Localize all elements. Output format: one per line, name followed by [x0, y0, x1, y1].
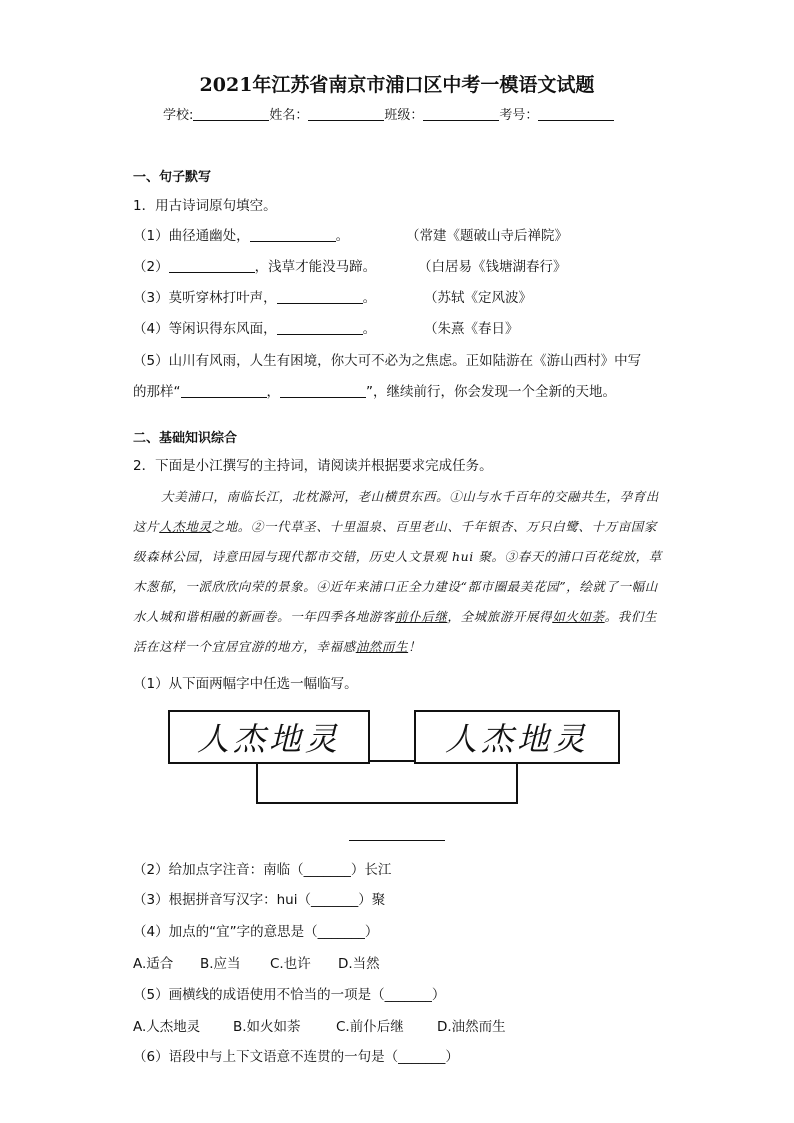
option[interactable]: A.人杰地灵	[133, 1019, 201, 1035]
name-label: 姓名：	[269, 108, 309, 123]
underlined-idiom: 人杰地灵	[159, 519, 212, 534]
class-label: 班级：	[384, 108, 424, 123]
frame-connector	[256, 762, 258, 804]
q1-item-2: （2） ，浅草才能没马蹄。	[133, 259, 377, 275]
option[interactable]: C.也许	[270, 956, 311, 972]
frame-connector	[256, 802, 518, 804]
class-field[interactable]	[423, 106, 499, 121]
answer-blank[interactable]	[277, 289, 363, 304]
q1-item-4-source: （朱熹《春日》	[424, 321, 519, 337]
option[interactable]: A.适合	[133, 956, 174, 972]
option[interactable]: D.当然	[338, 956, 380, 972]
answer-blank[interactable]	[169, 258, 255, 273]
name-field[interactable]	[308, 106, 384, 121]
q2-stem: 2．下面是小江撰写的主持词，请阅读并根据要求完成任务。	[133, 458, 493, 474]
q1-item-4: （4）等闲识得东风面， 。	[133, 321, 377, 337]
answer-blank[interactable]	[280, 383, 366, 398]
option[interactable]: D.油然而生	[437, 1019, 506, 1035]
q2-sub4: （4）加点的“宜”字的意思是（_______）	[133, 924, 379, 940]
frame-connector	[366, 760, 418, 762]
q2-sub3: （3）根据拼音写汉字：hui（_______）聚	[133, 892, 386, 908]
q1-item-1-source: （常建《题破山寺后禅院》	[406, 228, 568, 244]
q1-item-2-source: （白居易《钱塘湖春行》	[418, 259, 567, 275]
q2-sub6: （6）语段中与上下文语意不连贯的一句是（_______）	[133, 1049, 459, 1065]
answer-blank[interactable]	[277, 320, 363, 335]
page-title: 2021年江苏省南京市浦口区中考一模语文试题	[199, 74, 595, 96]
q1-item-1: （1）曲径通幽处， 。	[133, 228, 350, 244]
option[interactable]: B.应当	[200, 956, 241, 972]
host-speech-passage: 大美浦口，南临长江，北枕滁河，老山横贯东西。①山与水千百年的交融共生，孕育出这片人杰地灵之地。②一代草圣、十里温泉、百里老山、千年银杏、万只白鹭、十万亩国家级森林公园，诗意田园与现代都市交错，历史人文景观 hui 聚。③春天的浦口百花绽放，草木葱郁，一派欣欣向荣的景象。④近年来浦口正全力建设“都市圈最美花园”，绘就了一幅山水人城和谐相融的新画卷。一年四季各地游客前仆后继，全城旅游开展得如火如荼。我们生活在这样一个宜居宜游的地方，幸福感油然而生！	[133, 489, 662, 654]
section1-heading: 一、句子默写	[133, 170, 212, 185]
q1-item-3: （3）莫听穿林打叶声， 。	[133, 290, 377, 306]
q1-stem: 1．用古诗词原句填空。	[133, 198, 277, 214]
q1-item-5-line1: （5）山川有风雨，人生有困境，你大可不必为之焦虑。正如陆游在《游山西村》中写	[133, 353, 642, 369]
q2-sub5: （5）画横线的成语使用不恰当的一项是（_______）	[133, 987, 446, 1003]
school-label: 学校:	[163, 108, 194, 123]
option[interactable]: B.如火如荼	[233, 1019, 301, 1035]
student-info-line	[163, 104, 614, 123]
q1-item-5-line2: 的那样“ ， ”，继续前行，你会发现一个全新的天地。	[133, 384, 616, 400]
school-field[interactable]	[193, 106, 269, 121]
copy-answer-line[interactable]	[349, 840, 445, 841]
frame-connector	[516, 762, 518, 804]
q1-item-3-source: （苏轼《定风波》	[424, 290, 532, 306]
option[interactable]: C.前仆后继	[336, 1019, 404, 1035]
underlined-idiom: 油然而生	[355, 639, 409, 654]
answer-blank[interactable]	[250, 227, 336, 242]
underlined-idiom: 前仆后继	[395, 609, 448, 624]
calligraphy-sample-right[interactable]: 人杰地灵	[414, 710, 620, 764]
exam-no-field[interactable]	[538, 106, 614, 121]
section2-heading: 二、基础知识综合	[133, 431, 238, 446]
underlined-idiom: 如火如荼	[552, 609, 605, 624]
q2-sub1: （1）从下面两幅字中任选一幅临写。	[133, 676, 358, 692]
answer-blank[interactable]	[181, 383, 267, 398]
calligraphy-sample-left[interactable]: 人杰地灵	[168, 710, 370, 764]
q2-sub2: （2）给加点字注音：南临（_______）长江	[133, 862, 392, 878]
exam-no-label: 考号：	[499, 108, 539, 123]
